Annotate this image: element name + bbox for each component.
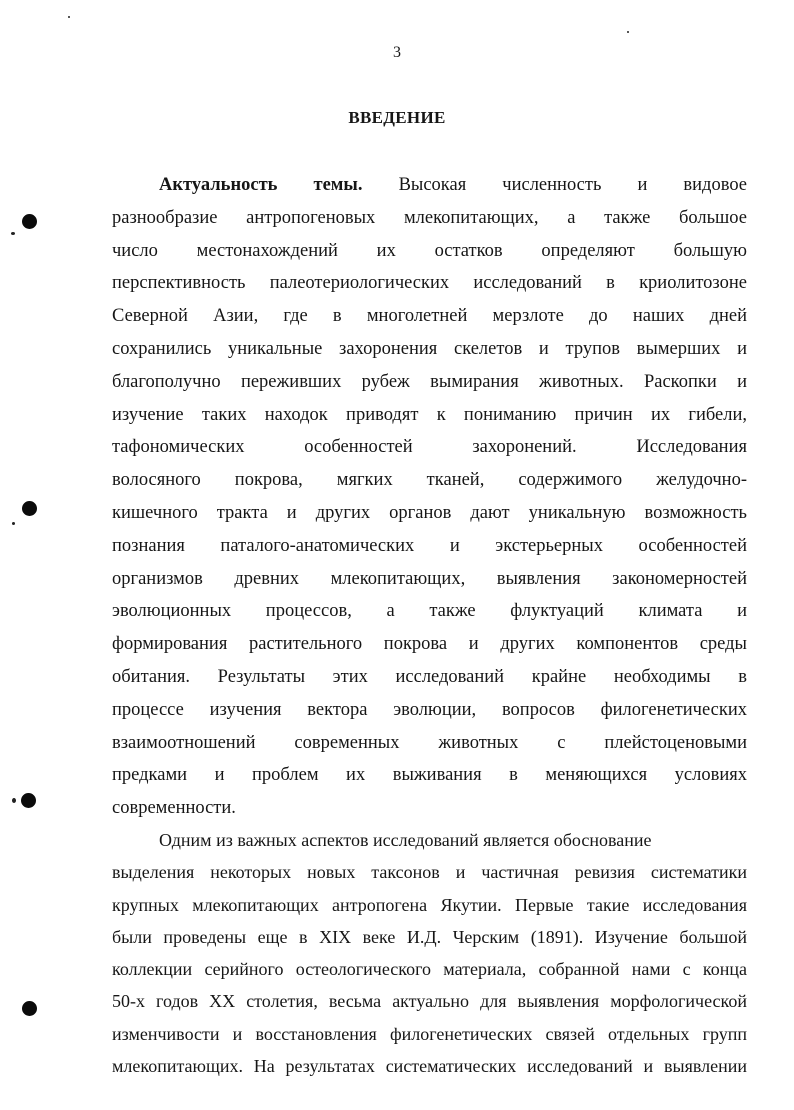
paragraph-relevance	[112, 169, 747, 825]
text-line: тафономических особенностей захоронений. Исследования	[112, 437, 747, 458]
text-line: выделения некоторых новых таксонов и частичная ревизия систематики	[112, 862, 747, 883]
text-line: разнообразие антропогеновых млекопитающих, а также большое	[112, 207, 747, 228]
page-number: 3	[393, 44, 401, 61]
text-line: крупных млекопитающих антропогена Якутии. Первые такие исследования	[112, 894, 747, 915]
text-line: организмов древних млекопитающих, выявления закономерностей	[112, 568, 747, 589]
text-line: познания паталого-анатомических и экстерьерных особенностей	[112, 535, 747, 556]
text-line: млекопитающих. На результатах систематических исследований и выявлении	[112, 1056, 747, 1077]
text-line: процессе изучения вектора эволюции, вопросов филогенетических	[112, 699, 747, 720]
text-line: сохранились уникальные захоронения скелетов и трупов вымерших и	[112, 338, 747, 359]
scan-speck	[68, 16, 70, 18]
punch-hole-mark	[22, 214, 37, 229]
text-line: обитания. Результаты этих исследований крайне необходимы в	[112, 666, 747, 687]
text-line: Северной Азии, где в многолетней мерзлоте до наших дней	[112, 306, 747, 327]
punch-hole-mark	[22, 501, 37, 516]
text-line: перспективность палеотериологических исследований в криолитозоне	[112, 273, 747, 294]
text-line: изменчивости и восстановления филогенетических связей отдельных групп	[112, 1023, 747, 1044]
text-line: предками и проблем их выживания в меняющихся условиях	[112, 765, 747, 786]
paragraph-lead: Актуальность темы.	[159, 175, 363, 195]
text-line: взаимоотношений современных животных с плейстоценовыми	[112, 732, 747, 753]
text-line: 50-х годов XX столетия, весьма актуально для выявления морфологической	[112, 991, 747, 1012]
punch-hole-mark	[22, 1001, 37, 1016]
paragraph-systematics	[112, 824, 747, 1082]
text-line: кишечного тракта и других органов дают уникальную возможность	[112, 502, 747, 523]
scan-speck	[11, 232, 15, 235]
text-line: благополучно переживших рубеж вымирания животных. Раскопки и	[112, 371, 747, 392]
text-line: число местонахождений их остатков определяют большую	[112, 240, 747, 261]
text-line: коллекции серийного остеологического материала, собранной нами с конца	[112, 959, 747, 980]
text-line: были проведены еще в XIX веке И.Д. Черским (1891). Изучение большой	[112, 926, 747, 947]
text-line: формирования растительного покрова и других компонентов среды	[112, 634, 747, 655]
text-line: изучение таких находок приводят к пониманию причин их гибели,	[112, 404, 747, 425]
text-line: современности.	[112, 798, 236, 819]
text-line: Актуальность темы. Высокая численность и видовое	[159, 175, 748, 195]
text-line: эволюционных процессов, а также флуктуаций климата и	[112, 601, 747, 622]
text-line: волосяного покрова, мягких тканей, содержимого желудочно-	[112, 470, 747, 491]
scan-speck	[12, 798, 16, 803]
text-line: Одним из важных аспектов исследований является обоснование	[159, 830, 652, 850]
scan-speck	[627, 31, 629, 33]
punch-hole-mark	[21, 793, 36, 808]
section-heading: ВВЕДЕНИЕ	[348, 108, 446, 127]
scan-speck	[12, 522, 15, 525]
